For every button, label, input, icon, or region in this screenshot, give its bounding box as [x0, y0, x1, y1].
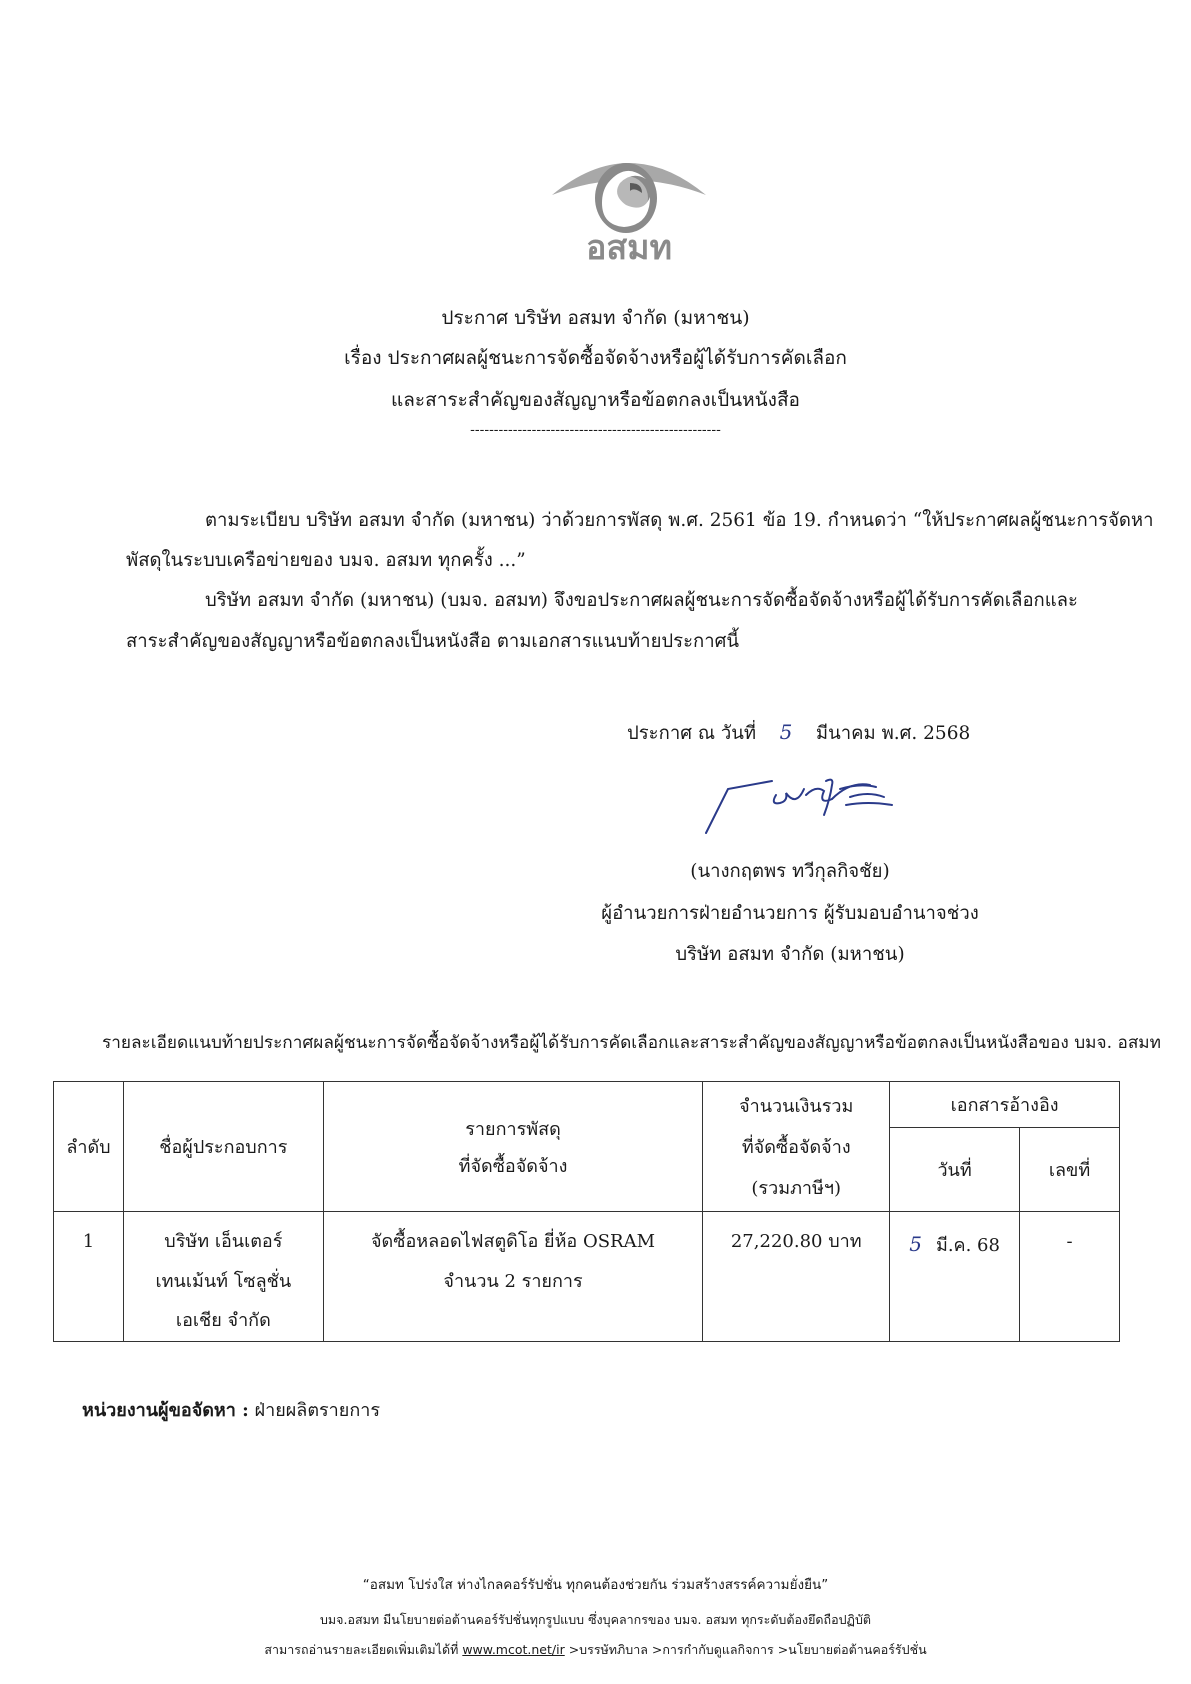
- header-amount-line-3: (รวมภาษีฯ): [751, 1178, 842, 1199]
- header-items-line-2: ที่จัดซื้อจัดจ้าง: [458, 1155, 568, 1177]
- mcot-logo: [546, 143, 712, 265]
- announcement-subject-cont: และสาระสำคัญของสัญญาหรือข้อตกลงเป็นหนังสือ: [391, 389, 800, 411]
- signature: [700, 775, 910, 845]
- header-reference: เอกสารอ้างอิง: [890, 1082, 1120, 1128]
- announcement-subject: เรื่อง ประกาศผลผู้ชนะการจัดซื้อจัดจ้างหรือผู้ได้รับการคัดเลือก: [344, 347, 847, 369]
- signatory-company: บริษัท อสมท จำกัด (มหาชน): [675, 944, 905, 965]
- svg-text:อสมท: อสมท: [586, 228, 672, 265]
- row-ref-month-year: มี.ค. 68: [935, 1235, 1000, 1256]
- footer-more-info-suffix: >บรรษัทภิบาล >การกำกับดูแลกิจการ >นโยบายต่อต้านคอร์รัปชั่น: [568, 1642, 927, 1657]
- announce-date-prefix: ประกาศ ณ วันที่: [627, 723, 757, 744]
- row-ref-day: 5: [909, 1232, 922, 1256]
- mcot-logo-emblem: [546, 143, 712, 265]
- requesting-unit: [82, 1395, 380, 1424]
- announce-date: [627, 722, 970, 744]
- signatory-name: (นางกฤตพร ทวีกุลกิจชัย): [690, 861, 890, 882]
- header-vendor: ชื่อผู้ประกอบการ: [123, 1082, 323, 1212]
- row-no: 1: [54, 1212, 124, 1342]
- row-items: [323, 1212, 703, 1342]
- row-vendor-line-2: เทนเม้นท์ โซลูชั่น: [155, 1270, 292, 1292]
- table-row: [54, 1212, 1120, 1342]
- divider: -----------------------------------------------------: [470, 422, 721, 438]
- announce-date-month-year: มีนาคม พ.ศ. 2568: [815, 723, 971, 744]
- footer-more-info: [0, 1640, 1191, 1660]
- requesting-unit-label: หน่วยงานผู้ขอจัดหา :: [82, 1400, 249, 1421]
- row-vendor-line-1: บริษัท เอ็นเตอร์: [164, 1231, 283, 1252]
- table-caption: รายละเอียดแนบท้ายประกาศผลผู้ชนะการจัดซื้อจัดจ้างหรือผู้ได้รับการคัดเลือกและสาระสำคัญของสัญญาหรือข้อตกลงเป็นหนังสือของ บมจ. อสมท: [102, 1033, 1161, 1053]
- header-no: ลำดับ: [54, 1082, 124, 1212]
- row-ref-no: -: [1020, 1212, 1120, 1342]
- header-amount-line-2: ที่จัดซื้อจัดจ้าง: [741, 1137, 851, 1158]
- paragraph-1-line-1: ตามระเบียบ บริษัท อสมท จำกัด (มหาชน) ว่าด้วยการพัสดุ พ.ศ. 2561 ข้อ 19. กำหนดว่า “ให้ประกาศผลผู้ชนะการจัดหา: [205, 510, 1154, 531]
- signatory-position: ผู้อำนวยการฝ่ายอำนวยการ ผู้รับมอบอำนาจช่วง: [601, 903, 979, 924]
- row-ref-date: [890, 1212, 1020, 1342]
- header-items-line-1: รายการพัสดุ: [465, 1118, 561, 1140]
- footer-policy: บมจ.อสมท มีนโยบายต่อต้านคอร์รัปชั่นทุกรูปแบบ ซึ่งบุคลากรของ บมจ. อสมท ทุกระดับต้องยึดถือปฏิบัติ: [319, 1612, 871, 1627]
- row-vendor-line-3: เอเชีย จำกัด: [175, 1310, 271, 1332]
- header-amount-line-1: จำนวนเงินรวม: [739, 1096, 854, 1117]
- paragraph-1-line-2: พัสดุในระบบเครือข่ายของ บมจ. อสมท ทุกครั้ง ...”: [126, 550, 526, 571]
- header-amount: [703, 1082, 890, 1212]
- requesting-unit-value: ฝ่ายผลิตรายการ: [254, 1400, 381, 1421]
- row-item-line-1: จัดซื้อหลอดไฟสตูดิโอ ยี่ห้อ OSRAM: [371, 1231, 656, 1252]
- header-ref-no: เลขที่: [1020, 1128, 1120, 1212]
- row-amount: 27,220.80 บาท: [703, 1212, 890, 1342]
- paragraph-2-line-2: สาระสำคัญของสัญญาหรือข้อตกลงเป็นหนังสือ ตามเอกสารแนบท้ายประกาศนี้: [126, 631, 740, 652]
- footer-slogan: “อสมท โปร่งใส ห่างไกลคอร์รัปชั่น ทุกคนต้องช่วยกัน ร่วมสร้างสรรค์ความยั่งยืน”: [362, 1577, 829, 1593]
- announcement-title: ประกาศ บริษัท อสมท จำกัด (มหาชน): [441, 307, 750, 329]
- header-items: [323, 1082, 703, 1212]
- header-ref-date: วันที่: [890, 1128, 1020, 1212]
- row-item-line-2: จำนวน 2 รายการ: [443, 1270, 583, 1292]
- announce-date-day: 5: [779, 720, 793, 744]
- footer-ir-link[interactable]: www.mcot.net/ir: [462, 1642, 565, 1657]
- procurement-table: [53, 1081, 1120, 1342]
- row-vendor: [123, 1212, 323, 1342]
- paragraph-2-line-1: บริษัท อสมท จำกัด (มหาชน) (บมจ. อสมท) จึงขอประกาศผลผู้ชนะการจัดซื้อจัดจ้างหรือผู้ได้รับการคัดเลือกและ: [205, 590, 1078, 611]
- footer-more-info-prefix: สามารถอ่านรายละเอียดเพิ่มเติมได้ที่: [264, 1642, 459, 1657]
